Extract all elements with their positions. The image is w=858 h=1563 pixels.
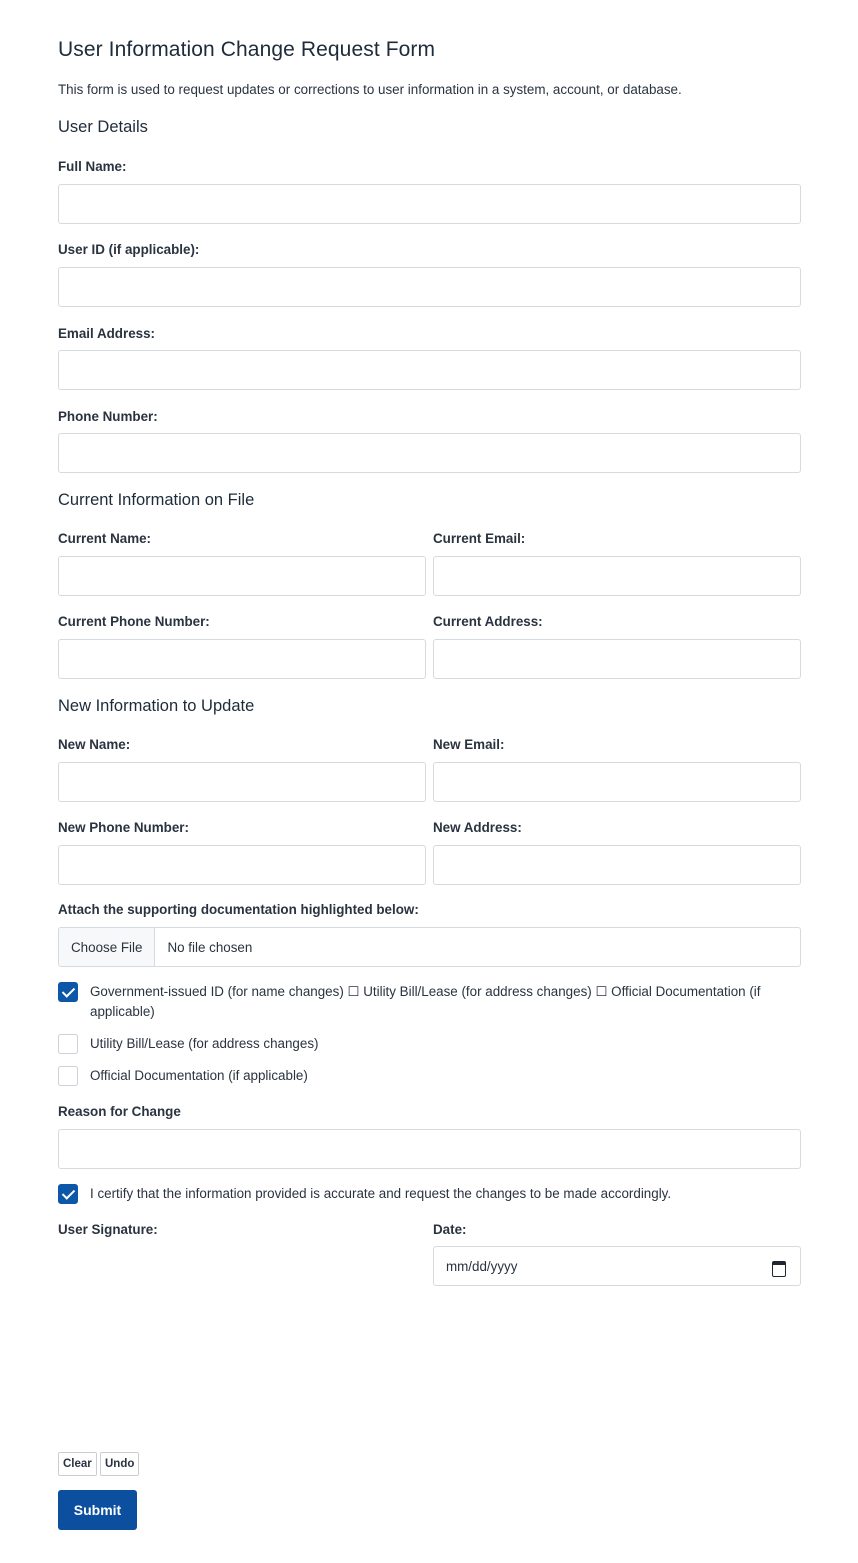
user-id-label: User ID (if applicable): bbox=[58, 242, 200, 257]
phone-label: Phone Number: bbox=[58, 409, 158, 424]
new-email-input[interactable] bbox=[433, 762, 801, 802]
form-description: This form is used to request updates or corrections to user information in a system, account, or database. bbox=[58, 82, 682, 97]
document-option-label: Official Documentation (if applicable) bbox=[90, 1068, 308, 1083]
attachment-label: Attach the supporting documentation highlighted below: bbox=[58, 902, 419, 917]
new-address-label: New Address: bbox=[433, 820, 522, 835]
new-address-input[interactable] bbox=[433, 845, 801, 885]
section-new-info: New Information to Update bbox=[58, 697, 255, 715]
document-option-utility-bill[interactable] bbox=[58, 1034, 790, 1054]
undo-signature-button[interactable]: Undo bbox=[100, 1452, 139, 1476]
current-name-label: Current Name: bbox=[58, 531, 152, 546]
clear-signature-button[interactable]: Clear bbox=[58, 1452, 97, 1476]
page-title: User Information Change Request Form bbox=[58, 38, 436, 61]
current-email-label: Current Email: bbox=[433, 531, 526, 546]
email-label: Email Address: bbox=[58, 326, 155, 341]
file-upload-input[interactable] bbox=[58, 927, 801, 967]
checkbox-government-id[interactable] bbox=[58, 982, 78, 1002]
date-placeholder: mm/dd/yyyy bbox=[446, 1258, 518, 1274]
reason-input[interactable] bbox=[58, 1129, 801, 1169]
section-user-details: User Details bbox=[58, 118, 148, 136]
current-email-input[interactable] bbox=[433, 556, 801, 596]
user-id-input[interactable] bbox=[58, 267, 801, 307]
phone-input[interactable] bbox=[58, 433, 801, 473]
reason-label: Reason for Change bbox=[58, 1104, 181, 1119]
checkbox-utility-bill[interactable] bbox=[58, 1034, 78, 1054]
date-label: Date: bbox=[433, 1222, 467, 1237]
current-address-label: Current Address: bbox=[433, 614, 543, 629]
new-name-label: New Name: bbox=[58, 737, 131, 752]
new-email-label: New Email: bbox=[433, 737, 505, 752]
document-option-label: Government-issued ID (for name changes) ☐ Utility Bill/Lease (for address changes) ☐ Official Documentation (if applicable) bbox=[90, 984, 761, 1019]
current-phone-input[interactable] bbox=[58, 639, 426, 679]
submit-button[interactable]: Submit bbox=[58, 1490, 137, 1530]
section-current-info: Current Information on File bbox=[58, 491, 255, 509]
current-phone-label: Current Phone Number: bbox=[58, 614, 210, 629]
document-option-government-id[interactable] bbox=[58, 982, 790, 1022]
date-input[interactable] bbox=[433, 1246, 801, 1286]
new-phone-label: New Phone Number: bbox=[58, 820, 189, 835]
signature-pad[interactable] bbox=[58, 1246, 426, 1446]
new-name-input[interactable] bbox=[58, 762, 426, 802]
signature-label: User Signature: bbox=[58, 1222, 158, 1237]
new-phone-input[interactable] bbox=[58, 845, 426, 885]
file-status-text: No file chosen bbox=[167, 939, 253, 955]
full-name-input[interactable] bbox=[58, 184, 801, 224]
document-option-official-doc[interactable] bbox=[58, 1066, 790, 1086]
checkbox-official-doc[interactable] bbox=[58, 1066, 78, 1086]
certify-label: I certify that the information provided is accurate and request the changes to be made accordingly. bbox=[90, 1186, 672, 1201]
certify-option[interactable] bbox=[58, 1184, 790, 1204]
document-option-label: Utility Bill/Lease (for address changes) bbox=[90, 1036, 319, 1051]
email-input[interactable] bbox=[58, 350, 801, 390]
current-address-input[interactable] bbox=[433, 639, 801, 679]
calendar-icon[interactable] bbox=[772, 1260, 786, 1273]
current-name-input[interactable] bbox=[58, 556, 426, 596]
checkbox-certify[interactable] bbox=[58, 1184, 78, 1204]
full-name-label: Full Name: bbox=[58, 159, 127, 174]
choose-file-button[interactable]: Choose File bbox=[59, 928, 155, 966]
